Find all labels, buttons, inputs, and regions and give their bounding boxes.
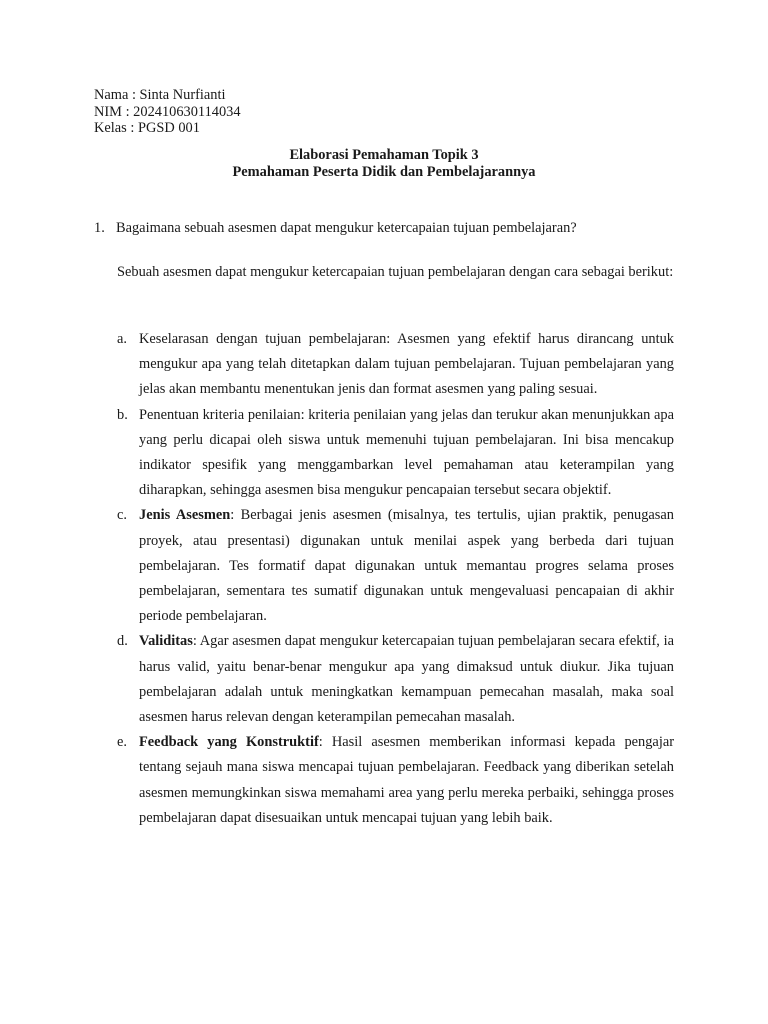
student-name: Nama : Sinta Nurfianti [94,87,226,103]
title-line-1: Elaborasi Pemahaman Topik 3 [289,147,479,163]
list-item-text: : Agar asesmen dapat mengukur ketercapaian tujuan pembelajaran secara efektif, ia harus valid, yaitu benar-benar mengukur apa yang dimaksud untuk diukur. Jika tujuan pembelajaran adalah untuk meningkatkan kemampuan pemecahan masalah, maka soal asesmen harus relevan dengan keterampilan pemecahan masalah. [139,633,674,726]
list-item-term: Validitas [139,633,193,650]
list-item [117,629,674,730]
answer-intro: Sebuah asesmen dapat mengukur ketercapaian tujuan pembelajaran dengan cara sebagai berikut: [117,264,674,280]
list-item-text: Penentuan kriteria penilaian: kriteria penilaian yang jelas dan terukur akan menunjukkan apa yang perlu dicapai oleh siswa untuk memenuhi tujuan pembelajaran. Ini bisa mencakup indikator spesifik yang menggambarkan level pemahaman atau keterampilan yang diharapkan, sehingga asesmen bisa mengukur pencapaian tersebut secara objektif. [139,406,674,499]
list-marker: e. [117,734,127,751]
list-item-term: Jenis Asesmen [139,507,231,524]
list-item-text: : Berbagai jenis asesmen (misalnya, tes tertulis, ujian praktik, penugasan proyek, atau presentasi) digunakan untuk menilai aspek yang berbeda dari tujuan pembelajaran. Tes formatif dapat digunakan untuk memantau progres selama proses pembelajaran, sementara tes sumatif digunakan untuk mengevaluasi pencapaian di akhir periode pembelajaran. [139,507,674,625]
question-text: Bagaimana sebuah asesmen dapat mengukur ketercapaian tujuan pembelajaran? [116,220,577,236]
question-1 [94,220,577,237]
list-item [117,730,674,831]
list-marker: a. [117,331,127,347]
list-item [117,503,674,629]
answer-list [117,327,674,831]
student-info [94,87,241,137]
list-marker: c. [117,507,127,524]
list-marker: b. [117,406,128,423]
list-marker: d. [117,633,128,650]
student-class: Kelas : PGSD 001 [94,120,200,136]
student-nim: NIM : 202410630114034 [94,103,241,120]
document-title [0,147,768,180]
title-line-2: Pemahaman Peserta Didik dan Pembelajarannya [232,163,536,180]
list-item-text: Keselarasan dengan tujuan pembelajaran: Asesmen yang efektif harus dirancang untuk mengukur apa yang telah ditetapkan dalam tujuan pembelajaran. Tujuan pembelajaran yang jelas akan membantu menentukan jenis dan format asesmen yang paling sesuai. [139,331,674,398]
list-item [117,327,674,403]
question-number: 1. [94,220,105,236]
list-item [117,403,674,504]
list-item-text: : Hasil asesmen memberikan informasi kepada pengajar tentang sejauh mana siswa mencapai tujuan pembelajaran. Feedback yang diberikan setelah asesmen memungkinkan siswa memahami area yang perlu mereka perbaiki, sehingga proses pembelajaran dapat disesuaikan untuk mencapai tujuan yang lebih baik. [139,734,674,826]
list-item-term: Feedback yang Konstruktif [139,734,319,751]
